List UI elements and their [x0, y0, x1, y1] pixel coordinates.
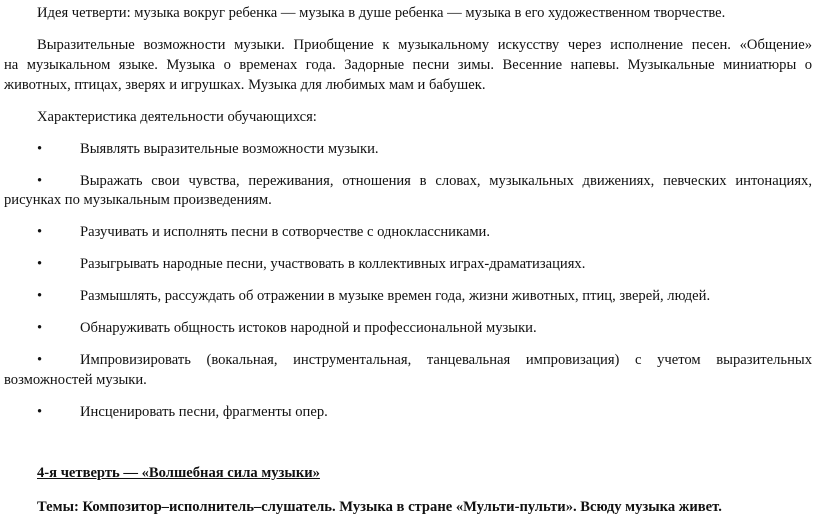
bullet-symbol: •	[37, 224, 43, 240]
bullet-symbol: •	[37, 320, 43, 336]
bullet-text: Выявлять выразительные возможности музыки.	[80, 141, 379, 157]
paragraph-line-1: Выразительные возможности музыки. Приобщение к музыкальному искусству через исполнение песен. «Общение»	[37, 37, 812, 53]
paragraph-line-2: на музыкальном языке. Музыка о временах года. Задорные песни зимы. Весенние напевы. Музыкальные миниатюры о	[4, 57, 812, 73]
quarter-heading: 4-я четверть — «Волшебная сила музыки»	[37, 465, 320, 481]
bullet-text: Разучивать и исполнять песни в сотворчестве с одноклассниками.	[80, 224, 491, 240]
bullet-text: Инсценировать песни, фрагменты опер.	[80, 404, 328, 420]
bullet-symbol: •	[37, 352, 43, 368]
bullet-text: Обнаруживать общность истоков народной и профессиональной музыки.	[80, 320, 537, 336]
bullet-symbol: •	[37, 173, 43, 189]
topics-line: Темы: Композитор–исполнитель–слушатель. Музыка в стране «Мульти-пульти». Всюду музыка живет.	[37, 499, 722, 515]
bullet-symbol: •	[37, 141, 43, 157]
bullet-continuation-7: возможностей музыки.	[4, 372, 147, 388]
bullet-text: Разыгрывать народные песни, участвовать в коллективных играх-драматизациях.	[80, 256, 586, 272]
intro-line: Идея четверти: музыка вокруг ребенка — музыка в душе ребенка — музыка в его художественном творчестве.	[37, 5, 726, 21]
characteristic-heading: Характеристика деятельности обучающихся:	[37, 109, 317, 125]
bullet-symbol: •	[37, 404, 43, 420]
bullet-symbol: •	[37, 288, 43, 304]
paragraph-line-3: животных, птицах, зверях и игрушках. Музыка для любимых мам и бабушек.	[4, 77, 486, 93]
bullet-continuation-2: рисунках по музыкальным произведениям.	[4, 192, 272, 208]
bullet-text: Импровизировать (вокальная, инструментальная, танцевальная импровизация) с учетом выразительных	[80, 352, 812, 368]
bullet-text: Размышлять, рассуждать об отражении в музыке времен года, жизни животных, птиц, зверей, людей.	[80, 288, 711, 304]
bullet-text: Выражать свои чувства, переживания, отношения в словах, музыкальных движениях, певческих интонациях,	[80, 173, 812, 189]
bullet-symbol: •	[37, 256, 43, 272]
